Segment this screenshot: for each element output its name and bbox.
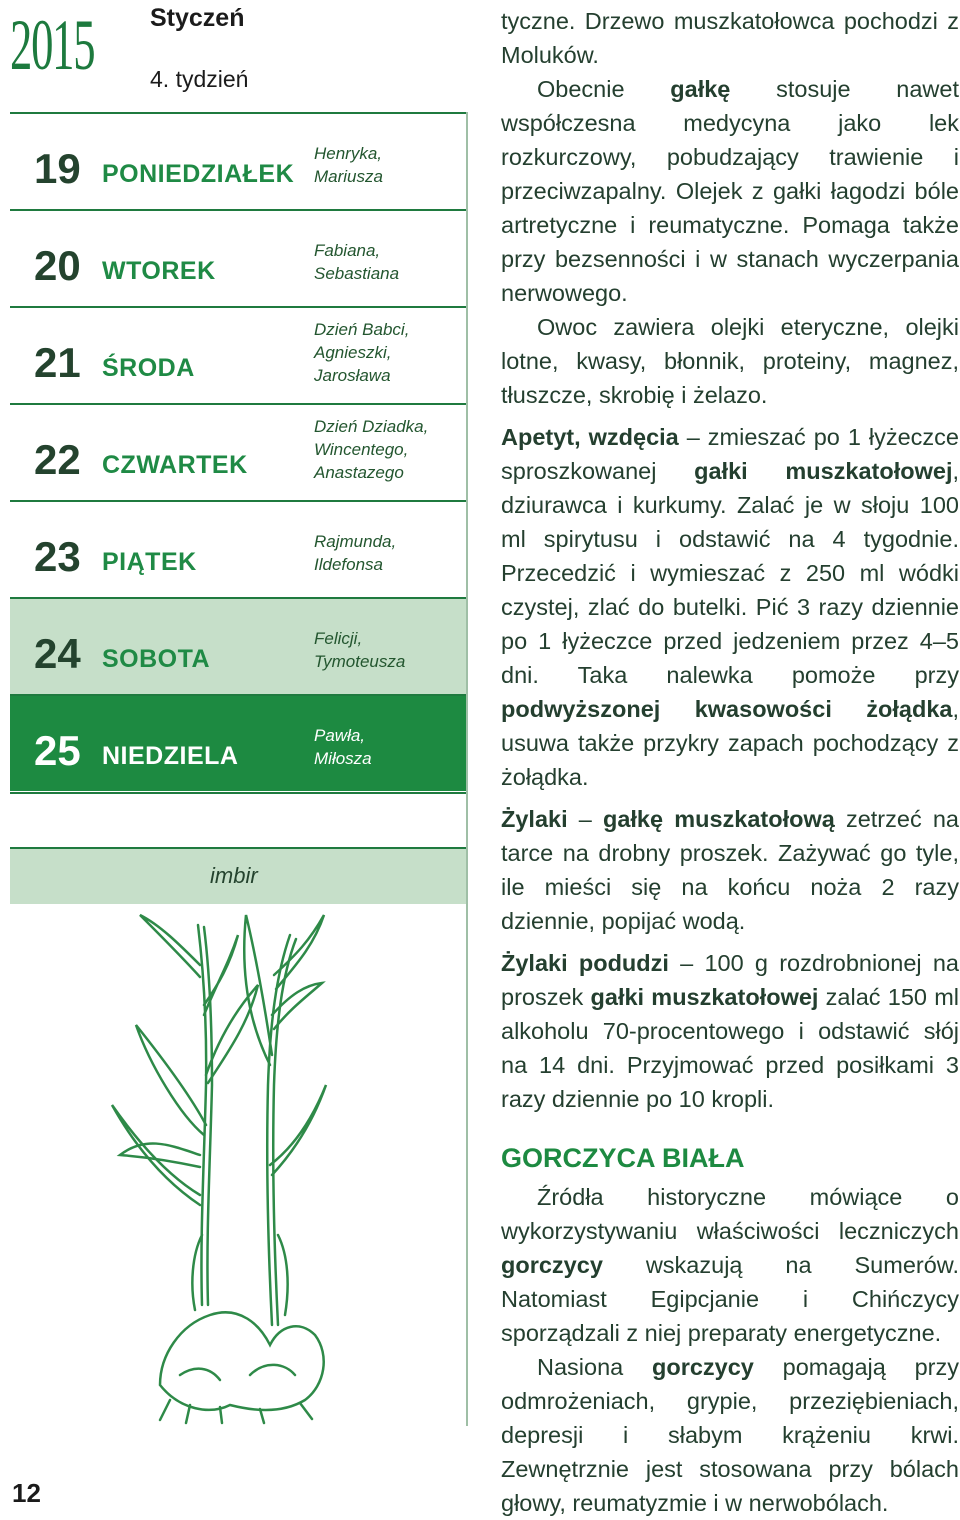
name-day: Jarosława bbox=[314, 366, 391, 385]
day-name: SOBOTA bbox=[102, 645, 211, 673]
name-days bbox=[314, 724, 464, 770]
name-day: Anastazego bbox=[314, 463, 404, 482]
ginger-plant-illustration bbox=[100, 905, 340, 1425]
day-number: 19 bbox=[34, 145, 81, 192]
paragraph: tyczne. Drzewo muszkatołowca pochodzi z Moluków. bbox=[501, 8, 959, 68]
paragraph: Żylaki – gałkę muszkatołową zetrzeć na tarce na drobny proszek. Zażywać go tyle, ile mieści się na końcu noża 2 razy dziennie, popijać wodą. bbox=[501, 806, 959, 934]
name-day: Miłosza bbox=[314, 749, 372, 768]
plant-caption-box bbox=[10, 847, 466, 904]
paragraph: Owoc zawiera olejki eteryczne, olejki lotne, kwasy, błonnik, proteiny, magnez, tłuszcze, skrobię i żelazo. bbox=[501, 314, 959, 408]
day-number: 20 bbox=[34, 242, 81, 289]
name-day: Mariusza bbox=[314, 167, 383, 186]
day-number: 24 bbox=[34, 630, 81, 677]
day-name: ŚRODA bbox=[102, 354, 195, 382]
section-heading: GORCZYCA BIAŁA bbox=[501, 1143, 745, 1173]
day-row bbox=[10, 306, 466, 403]
day-number: 21 bbox=[34, 339, 81, 386]
day-list bbox=[10, 112, 466, 791]
day-number: 25 bbox=[34, 727, 81, 774]
name-day: Rajmunda, bbox=[314, 532, 397, 551]
divider bbox=[10, 792, 466, 794]
name-day: Dzień Babci, bbox=[314, 320, 410, 339]
page-number: 12 bbox=[12, 1478, 41, 1508]
day-row bbox=[10, 500, 466, 597]
name-days bbox=[314, 627, 464, 673]
day-row bbox=[10, 209, 466, 306]
day-number: 22 bbox=[34, 436, 81, 483]
paragraph: Obecnie gałkę stosuje nawet współczesna medycyna jako lek rozkurczowy, pobudzający trawienie i przeciwzapalny. Olejek z gałki łagodzi bóle artretyczne i reumatyczne. Pomaga także przy bezsenności i w stanach wyczerpania nerwowego. bbox=[501, 76, 959, 306]
name-day: Henryka, bbox=[314, 144, 383, 163]
name-day: Pawła, bbox=[314, 726, 366, 745]
name-day: Agnieszki, bbox=[314, 343, 392, 362]
name-day: Tymoteusza bbox=[314, 652, 406, 671]
name-day: Dzień Dziadka, bbox=[314, 417, 429, 436]
article bbox=[501, 4, 959, 1520]
day-name: NIEDZIELA bbox=[102, 742, 239, 770]
month-title: Styczeń bbox=[150, 4, 245, 32]
paragraph: Nasiona gorczycy pomagają przy odmrożeniach, grypie, przeziębieniach, depresji i słabym krążeniu krwi. Zewnętrznie jest stosowana przy bólach głowy, reumatyzmie i w nerwobólach. bbox=[501, 1354, 960, 1516]
day-name: WTOREK bbox=[102, 257, 216, 285]
day-name: CZWARTEK bbox=[102, 451, 248, 479]
paragraph: Źródła historyczne mówiące o wykorzystywaniu właściwości leczniczych gorczycy wskazują na Sumerów. Natomiast Egipcjanie i Chińczycy sporządzali z niej preparaty energetyczne. bbox=[501, 1184, 959, 1346]
week-label: 4. tydzień bbox=[150, 66, 249, 92]
paragraph: Apetyt, wzdęcia – zmieszać po 1 łyżeczce sproszkowanej gałki muszkatołowej, dziurawca i kurkumy. Zalać je w słoju 100 ml spirytusu i odstawić na 4 tygodnie. Przecedzić i wymieszać z 250 ml wódki czystej, zlać do butelki. Pić 3 razy dziennie po 1 łyżeczce przed jedzeniem przez 4–5 dni. Taka nalewka pomoże przy podwyższonej kwasowości żołądka, usuwa także przykry zapach pochodzący z żołądka. bbox=[501, 424, 960, 790]
day-row-sunday bbox=[10, 694, 466, 791]
day-row bbox=[10, 403, 466, 500]
day-row-saturday bbox=[10, 597, 466, 694]
paragraph: Żylaki podudzi – 100 g rozdrobnionej na proszek gałki muszkatołowej zalać 150 ml alkoholu 70-procentowego i odstawić słój na 14 dni. Przyjmować przed posiłkami 3 razy dziennie po 10 kropli. bbox=[501, 950, 959, 1112]
day-number: 23 bbox=[34, 533, 81, 580]
name-day: Ildefonsa bbox=[314, 555, 383, 574]
year: 2015 bbox=[10, 5, 95, 85]
plant-caption: imbir bbox=[210, 863, 258, 888]
name-day: Fabiana, bbox=[314, 241, 381, 260]
day-row bbox=[10, 112, 466, 209]
name-day: Sebastiana bbox=[314, 264, 400, 283]
name-days bbox=[314, 530, 464, 576]
column-divider bbox=[466, 112, 468, 1426]
day-name: PONIEDZIAŁEK bbox=[102, 160, 295, 188]
name-day: Wincentego, bbox=[314, 440, 409, 459]
name-days bbox=[314, 142, 464, 188]
name-day: Felicji, bbox=[314, 629, 363, 648]
name-days bbox=[314, 239, 464, 285]
name-days bbox=[314, 415, 464, 484]
name-days bbox=[314, 318, 464, 387]
day-name: PIĄTEK bbox=[102, 548, 197, 576]
